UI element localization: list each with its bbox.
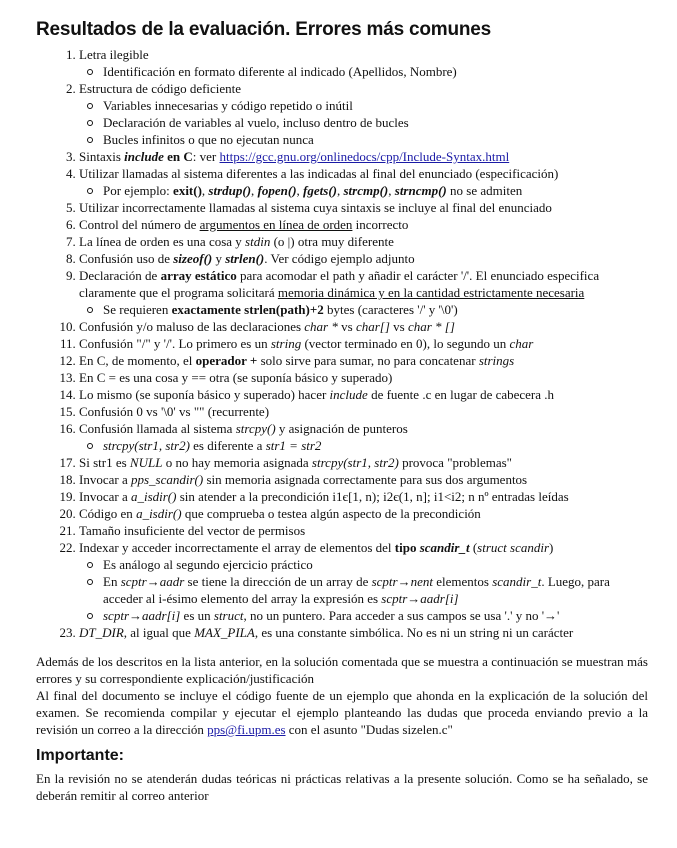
text-run: strcpy(str1, str2) [311, 455, 399, 470]
text-run: Lo mismo (se suponía básico y superado) hacer [79, 387, 330, 402]
text-run: strcmp() [343, 183, 389, 198]
list-item [79, 420, 648, 454]
text-run: En C, de momento, el [79, 353, 196, 368]
text-run: exit() [173, 183, 202, 198]
text-run: Utilizar llamadas al sistema diferentes a las indicadas al final del enunciado (especificación) [79, 166, 559, 181]
text-run: . Luego, para acceder al i-ésimo elemento del array la expresión es [103, 574, 610, 606]
list-item-text [79, 200, 552, 215]
list-item-text [79, 472, 527, 487]
text-run: strcpy() [235, 421, 276, 436]
list-item [79, 624, 648, 641]
text-run: Letra ilegible [79, 47, 149, 62]
list-item-text [79, 47, 149, 62]
text-run: a_isdir() [136, 506, 182, 521]
text-run: str1 = str2 [265, 438, 322, 453]
list-item-text [79, 149, 509, 164]
text-run: MAX_PILA [194, 625, 255, 640]
text-run: y asignación de punteros [275, 421, 408, 436]
text-run: argumentos en línea de orden [199, 217, 353, 232]
explanation-paragraphs [36, 653, 648, 738]
text-run: En [103, 574, 121, 589]
text-run: Declaración de [79, 268, 161, 283]
text-run: En C = es una cosa y == otra (se suponía básico y superado) [79, 370, 393, 385]
text-run: exactamente strlen(path)+2 [171, 302, 324, 317]
text-run: , [296, 183, 304, 198]
text-run: strings [478, 353, 515, 368]
text-run: Confusión llamada al sistema [79, 421, 236, 436]
sub-list [79, 556, 648, 624]
text-run: Se requieren [103, 302, 172, 317]
text-run: Sintaxis [79, 149, 125, 164]
text-run: string [270, 336, 302, 351]
text-run: scandir_t [492, 574, 542, 589]
list-item-text [79, 489, 569, 504]
text-run: es un [180, 608, 214, 623]
text-run: provoca "problemas" [398, 455, 512, 470]
list-item [79, 80, 648, 148]
sub-list-item [103, 114, 648, 131]
text-run: Por ejemplo: [103, 183, 174, 198]
list-item [79, 403, 648, 420]
text-run: (vector terminado en 0), lo segundo un [301, 336, 510, 351]
text-run: include [124, 149, 164, 164]
text-run: include [329, 387, 368, 402]
text-run: struct [213, 608, 244, 623]
list-item [79, 46, 648, 80]
sub-list-item [103, 63, 648, 80]
text-run: (o |) otra muy diferente [270, 234, 394, 249]
list-item [79, 216, 648, 233]
text-run: Utilizar incorrectamente llamadas al sistema cuya sintaxis se incluye al final del enunciado [79, 200, 552, 215]
paragraph [36, 653, 648, 687]
text-run: ( [469, 540, 478, 555]
list-item-text [79, 523, 305, 538]
text-run: Control del número de [79, 217, 200, 232]
sub-list-item [103, 437, 648, 454]
text-run: se tiene la dirección de un array de [184, 574, 372, 589]
text-run: elementos [432, 574, 493, 589]
text-run: stdin [245, 234, 271, 249]
text-run: NULL [129, 455, 163, 470]
text-run: , no un puntero. Para acceder a sus campos se usa '.' y no '→' [243, 608, 560, 623]
list-item-text [79, 353, 514, 368]
list-item-text [79, 625, 573, 640]
text-run: char * [304, 319, 338, 334]
text-run: memoria dinámica y en la cantidad estrictamente necesaria [277, 285, 585, 300]
list-item [79, 522, 648, 539]
text-run: y [212, 251, 226, 266]
text-run: Además de los descritos en la lista anterior, en la solución comentada que se muestra a continuación se muestran más errores y su correspondiente explicación/justificación [36, 654, 648, 686]
link[interactable]: https://gcc.gnu.org/onlinedocs/cpp/Include-Syntax.html [219, 149, 510, 164]
document-page [36, 18, 648, 804]
text-run: sin memoria asignada correctamente para sus dos argumentos [203, 472, 528, 487]
list-item [79, 539, 648, 624]
text-run: sizeof() [173, 251, 213, 266]
list-item-text [79, 540, 553, 555]
text-run: strdup() [208, 183, 252, 198]
text-run: struct scandir [477, 540, 550, 555]
list-item [79, 250, 648, 267]
list-item [79, 505, 648, 522]
text-run: Tamaño insuficiente del vector de permisos [79, 523, 306, 538]
page-title: Resultados de la evaluación. Errores más comunes [36, 19, 492, 40]
text-run: tipo [394, 540, 420, 555]
text-run: scptr→aadr[i] [103, 608, 181, 623]
text-run: Confusión "/" y '/'. Lo primero es un [79, 336, 271, 351]
text-run: Es análogo al segundo ejercicio práctico [103, 557, 313, 572]
list-item-text [79, 217, 408, 232]
text-run: ) [549, 540, 554, 555]
text-run: o no hay memoria asignada [162, 455, 312, 470]
text-run: strcpy(str1, str2) [103, 438, 190, 453]
text-run: , al igual que [123, 625, 195, 640]
text-run: strncmp() [394, 183, 447, 198]
text-run: que comprueba o testea algún aspecto de la precondición [181, 506, 481, 521]
text-run: scptr→aadr [120, 574, 185, 589]
text-run: Al final del documento se incluye el código fuente de un ejemplo que ahonda en la explicación de la solución del examen. Se recomienda compilar y ejecutar el ejemplo planteando las dudas que proceda enviando previo a la revisión un correo a la dirección [36, 688, 648, 737]
text-run: , [251, 183, 258, 198]
list-item [79, 352, 648, 369]
text-run: char [509, 336, 534, 351]
sub-list-item [103, 131, 648, 148]
text-run: scptr→aadr[i] [381, 591, 459, 606]
list-item [79, 386, 648, 403]
link[interactable]: pps@fi.upm.es [207, 722, 286, 737]
text-run: con el asunto "Dudas sizelen.c" [285, 722, 453, 737]
sub-list [79, 63, 648, 80]
list-item-text [79, 251, 415, 266]
text-run: vs [337, 319, 356, 334]
list-item-text [79, 319, 455, 334]
sub-list-item [103, 607, 648, 624]
list-item [79, 267, 648, 318]
list-item-text [79, 421, 408, 436]
sub-list [79, 97, 648, 148]
sub-list-item [103, 573, 648, 607]
text-run: Invocar a [79, 472, 131, 487]
list-item [79, 318, 648, 335]
text-run: incorrecto [352, 217, 409, 232]
text-run: strlen() [225, 251, 265, 266]
text-run: solo sirve para sumar, no para concatenar [257, 353, 479, 368]
text-run: , [201, 183, 209, 198]
text-run: Confusión y/o maluso de las declaraciones [79, 319, 305, 334]
text-run: Bucles infinitos o que no ejecutan nunca [103, 132, 314, 147]
list-item-text [79, 166, 558, 181]
text-run: : ver [192, 149, 220, 164]
text-run: es diferente a [189, 438, 266, 453]
list-item-text [79, 336, 533, 351]
text-run: pps_scandir() [130, 472, 204, 487]
text-run: a_isdir() [130, 489, 177, 504]
list-item-text [79, 234, 394, 249]
text-run: vs [389, 319, 408, 334]
text-run: no se admiten [446, 183, 523, 198]
list-item-text [79, 387, 554, 402]
text-run: La línea de orden es una cosa y [79, 234, 246, 249]
sub-list [79, 182, 648, 199]
text-run: Estructura de código deficiente [79, 81, 242, 96]
list-item-text [79, 81, 241, 96]
sub-list-item [103, 97, 648, 114]
text-run: Declaración de variables al vuelo, incluso dentro de bucles [103, 115, 409, 130]
text-run: Variables innecesarias y código repetido o inútil [103, 98, 353, 113]
text-run: , es una constante simbólica. No es ni un string ni un carácter [254, 625, 574, 640]
text-run: Identificación en formato diferente al indicado (Apellidos, Nombre) [103, 64, 457, 79]
text-run: fgets() [303, 183, 337, 198]
list-item-text [79, 404, 269, 419]
list-item [79, 233, 648, 250]
text-run: Indexar y acceder incorrectamente el array de elementos del [79, 540, 395, 555]
text-run: Invocar a [79, 489, 131, 504]
text-run: Si str1 es [79, 455, 130, 470]
text-run: char[] [355, 319, 390, 334]
text-run: . Ver código ejemplo adjunto [264, 251, 415, 266]
text-run: Confusión 0 vs '\0' vs "" (recurrente) [79, 404, 270, 419]
text-run: array estático [160, 268, 237, 283]
text-run: fopen() [257, 183, 297, 198]
list-item [79, 369, 648, 386]
text-run: para acomodar el path y añadir el carácter '/'. El enunciado especifica claramente que el programa solicitará [79, 268, 600, 300]
text-run: de fuente .c en lugar de cabecera .h [367, 387, 555, 402]
list-item-text [79, 370, 392, 385]
list-item-text [79, 506, 481, 521]
sub-list [79, 437, 648, 454]
text-run: Confusión uso de [79, 251, 174, 266]
sub-list-item [103, 301, 648, 318]
text-run: DT_DIR [79, 625, 124, 640]
paragraph [36, 687, 648, 738]
text-run: operador + [195, 353, 258, 368]
text-run: sin atender a la precondición i1є[1, n); i2є(1, n]; i1<i2; n nº entradas leídas [176, 489, 569, 504]
important-heading: Importante: [36, 747, 124, 764]
list-item-text [79, 455, 512, 470]
list-item [79, 335, 648, 352]
text-run: char * [] [407, 319, 455, 334]
text-run: bytes (caracteres '/' y '\0') [323, 302, 458, 317]
list-item [79, 148, 648, 165]
list-item [79, 488, 648, 505]
text-run: en C [163, 149, 193, 164]
list-item-text [79, 268, 599, 300]
text-run: Código en [79, 506, 137, 521]
text-run: , [336, 183, 344, 198]
list-item [79, 471, 648, 488]
sub-list-item [103, 556, 648, 573]
list-item [79, 165, 648, 199]
sub-list-item [103, 182, 648, 199]
list-item [79, 454, 648, 471]
sub-list [79, 301, 648, 318]
errors-list [36, 46, 648, 641]
text-run: scptr→nent [371, 574, 433, 589]
text-run: scandir_t [419, 540, 470, 555]
list-item [79, 199, 648, 216]
text-run: , [388, 183, 395, 198]
important-text: En la revisión no se atenderán dudas teóricas ni prácticas relativas a la presente solución. Como se ha señalado, se deberán remitir al correo anterior [36, 771, 648, 803]
